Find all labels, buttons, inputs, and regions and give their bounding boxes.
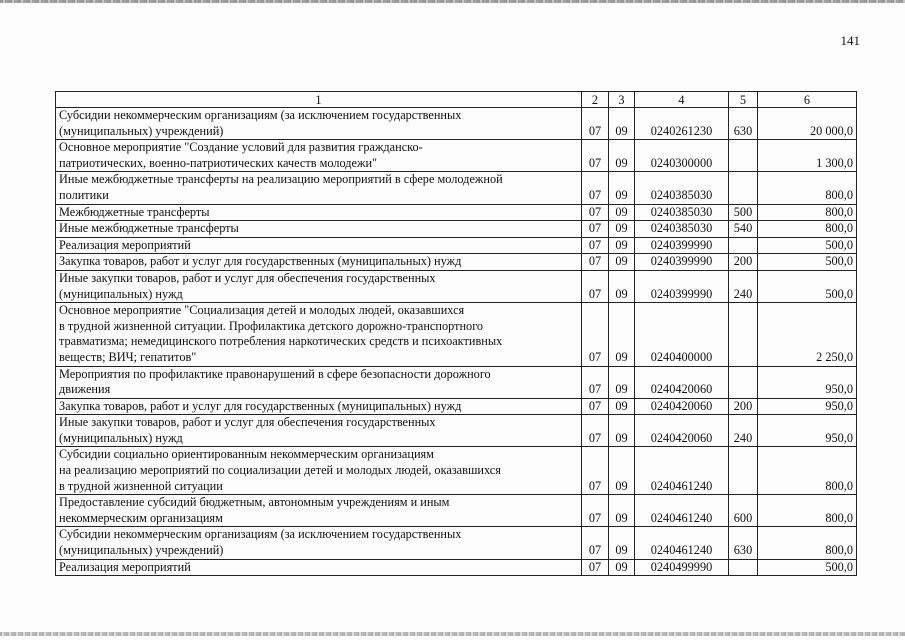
section-code-cell: 07: [582, 303, 609, 366]
table-row: [56, 366, 857, 398]
section-code-cell: 07: [582, 254, 609, 271]
expense-type-cell: 540: [729, 221, 758, 238]
subsection-code-cell: 09: [609, 303, 635, 366]
subsection-code-cell: 09: [609, 447, 635, 495]
subsection-code-cell: 09: [609, 237, 635, 254]
target-article-cell: 0240420060: [635, 415, 729, 447]
amount-cell: 500,0: [758, 254, 857, 271]
expense-type-cell: 600: [729, 495, 758, 527]
expense-type-cell: [729, 559, 758, 576]
subsection-code-cell: 09: [609, 559, 635, 576]
scan-edge-top: [0, 0, 905, 3]
subsection-code-cell: 09: [609, 366, 635, 398]
amount-cell: 500,0: [758, 270, 857, 302]
row-name-cell: Межбюджетные трансферты: [56, 204, 582, 221]
row-name-cell: Субсидии некоммерческим организациям (за исключением государственных (муниципальных) учреждений): [56, 527, 582, 559]
expense-type-cell: 240: [729, 415, 758, 447]
expense-type-cell: [729, 140, 758, 172]
amount-cell: 950,0: [758, 366, 857, 398]
section-code-cell: 07: [582, 559, 609, 576]
amount-cell: 20 000,0: [758, 108, 857, 140]
column-header: 4: [635, 92, 729, 108]
row-name-cell: Закупка товаров, работ и услуг для государственных (муниципальных) нужд: [56, 398, 582, 415]
table-row: [56, 495, 857, 527]
table-row: [56, 254, 857, 271]
amount-cell: 1 300,0: [758, 140, 857, 172]
row-name-cell: Основное мероприятие "Создание условий для развития гражданско- патриотических, военно-патриотических качеств молодежи": [56, 140, 582, 172]
target-article-cell: 0240461240: [635, 527, 729, 559]
target-article-cell: 0240461240: [635, 495, 729, 527]
expense-type-cell: 200: [729, 398, 758, 415]
subsection-code-cell: 09: [609, 140, 635, 172]
row-name-cell: Субсидии социально ориентированным некоммерческим организациям на реализацию мероприятий по социализации детей и молодых людей, оказавшихся в трудной жизненной ситуации: [56, 447, 582, 495]
row-name-cell: Реализация мероприятий: [56, 237, 582, 254]
row-name-cell: Закупка товаров, работ и услуг для государственных (муниципальных) нужд: [56, 254, 582, 271]
row-name-cell: Субсидии некоммерческим организациям (за исключением государственных (муниципальных) учреждений): [56, 108, 582, 140]
subsection-code-cell: 09: [609, 527, 635, 559]
target-article-cell: 0240399990: [635, 270, 729, 302]
column-header: 1: [56, 92, 582, 108]
section-code-cell: 07: [582, 172, 609, 204]
subsection-code-cell: 09: [609, 398, 635, 415]
target-article-cell: 0240420060: [635, 398, 729, 415]
subsection-code-cell: 09: [609, 254, 635, 271]
section-code-cell: 07: [582, 527, 609, 559]
expense-type-cell: 500: [729, 204, 758, 221]
target-article-cell: 0240261230: [635, 108, 729, 140]
expense-type-cell: [729, 303, 758, 366]
table-row: [56, 303, 857, 366]
table-header-row: [56, 92, 857, 108]
section-code-cell: 07: [582, 447, 609, 495]
target-article-cell: 0240420060: [635, 366, 729, 398]
target-article-cell: 0240400000: [635, 303, 729, 366]
amount-cell: 800,0: [758, 447, 857, 495]
expense-type-cell: [729, 237, 758, 254]
section-code-cell: 07: [582, 204, 609, 221]
amount-cell: 800,0: [758, 221, 857, 238]
section-code-cell: 07: [582, 415, 609, 447]
target-article-cell: 0240385030: [635, 221, 729, 238]
row-name-cell: Основное мероприятие "Социализация детей и молодых людей, оказавшихся в трудной жизненной ситуации. Профилактика детского дорожно-транспортного травматизма; немедицинского потребления наркотических средств и психоактивных веществ; ВИЧ; гепатитов": [56, 303, 582, 366]
row-name-cell: Предоставление субсидий бюджетным, автономным учреждениям и иным некоммерческим организациям: [56, 495, 582, 527]
amount-cell: 800,0: [758, 495, 857, 527]
table-row: [56, 204, 857, 221]
amount-cell: 950,0: [758, 398, 857, 415]
subsection-code-cell: 09: [609, 108, 635, 140]
section-code-cell: 07: [582, 108, 609, 140]
table-row: [56, 237, 857, 254]
section-code-cell: 07: [582, 140, 609, 172]
row-name-cell: Иные закупки товаров, работ и услуг для обеспечения государственных (муниципальных) нужд: [56, 270, 582, 302]
table-row: [56, 108, 857, 140]
expense-type-cell: [729, 172, 758, 204]
target-article-cell: 0240399990: [635, 254, 729, 271]
table-row: [56, 398, 857, 415]
section-code-cell: 07: [582, 398, 609, 415]
column-header: 3: [609, 92, 635, 108]
expense-type-cell: 200: [729, 254, 758, 271]
table-row: [56, 559, 857, 576]
target-article-cell: 0240461240: [635, 447, 729, 495]
amount-cell: 800,0: [758, 527, 857, 559]
section-code-cell: 07: [582, 221, 609, 238]
amount-cell: 500,0: [758, 559, 857, 576]
table-row: [56, 140, 857, 172]
target-article-cell: 0240385030: [635, 172, 729, 204]
expense-type-cell: 630: [729, 527, 758, 559]
table-row: [56, 447, 857, 495]
subsection-code-cell: 09: [609, 172, 635, 204]
page-number: 141: [840, 33, 860, 48]
expense-type-cell: 240: [729, 270, 758, 302]
subsection-code-cell: 09: [609, 270, 635, 302]
column-header: 5: [729, 92, 758, 108]
target-article-cell: 0240300000: [635, 140, 729, 172]
table-row: [56, 172, 857, 204]
table-row: [56, 270, 857, 302]
subsection-code-cell: 09: [609, 221, 635, 238]
section-code-cell: 07: [582, 366, 609, 398]
row-name-cell: Иные закупки товаров, работ и услуг для обеспечения государственных (муниципальных) нужд: [56, 415, 582, 447]
table-row: [56, 527, 857, 559]
column-header: 6: [758, 92, 857, 108]
table-row: [56, 415, 857, 447]
subsection-code-cell: 09: [609, 204, 635, 221]
column-header: 2: [582, 92, 609, 108]
amount-cell: 2 250,0: [758, 303, 857, 366]
amount-cell: 500,0: [758, 237, 857, 254]
expense-type-cell: [729, 447, 758, 495]
scan-edge-bottom: [0, 632, 905, 636]
subsection-code-cell: 09: [609, 495, 635, 527]
target-article-cell: 0240385030: [635, 204, 729, 221]
target-article-cell: 0240499990: [635, 559, 729, 576]
section-code-cell: 07: [582, 270, 609, 302]
budget-table: [55, 91, 857, 576]
row-name-cell: Иные межбюджетные трансферты: [56, 221, 582, 238]
target-article-cell: 0240399990: [635, 237, 729, 254]
subsection-code-cell: 09: [609, 415, 635, 447]
row-name-cell: Реализация мероприятий: [56, 559, 582, 576]
amount-cell: 950,0: [758, 415, 857, 447]
section-code-cell: 07: [582, 237, 609, 254]
expense-type-cell: 630: [729, 108, 758, 140]
amount-cell: 800,0: [758, 204, 857, 221]
row-name-cell: Иные межбюджетные трансферты на реализацию мероприятий в сфере молодежной политики: [56, 172, 582, 204]
amount-cell: 800,0: [758, 172, 857, 204]
section-code-cell: 07: [582, 495, 609, 527]
expense-type-cell: [729, 366, 758, 398]
table-row: [56, 221, 857, 238]
row-name-cell: Мероприятия по профилактике правонарушений в сфере безопасности дорожного движения: [56, 366, 582, 398]
